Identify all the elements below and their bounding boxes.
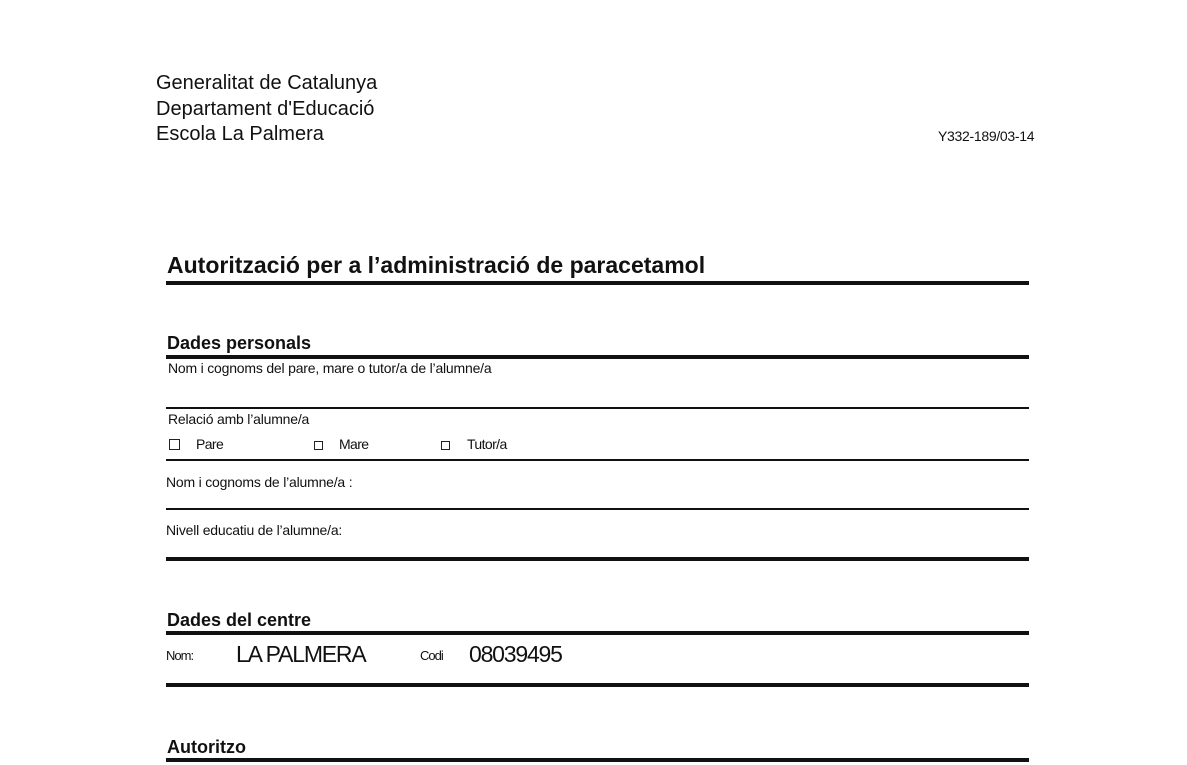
centre-code-value: 08039495	[469, 641, 562, 667]
parent-name-field[interactable]	[166, 378, 1029, 406]
personal-data-heading: Dades personals	[167, 333, 312, 353]
centre-data-end-rule	[166, 683, 1029, 687]
header-organization: Generalitat de Catalunya	[156, 72, 378, 94]
document-code: Y332-189/03-14	[938, 128, 1035, 144]
tutor-label: Tutor/a	[467, 436, 507, 452]
centre-data-rule	[166, 631, 1029, 635]
education-level-label: Nivell educatiu de l’alumne/a:	[166, 522, 343, 538]
mare-checkbox[interactable]	[314, 441, 323, 450]
pare-checkbox[interactable]	[169, 439, 180, 450]
authorize-heading: Autoritzo	[167, 737, 246, 757]
student-name-field[interactable]	[380, 470, 1029, 506]
education-level-field[interactable]	[372, 516, 1029, 556]
centre-code-label: Codi	[420, 648, 443, 663]
relation-option-mare[interactable]	[314, 436, 369, 452]
centre-data-heading: Dades del centre	[167, 610, 312, 630]
centre-name-label: Nom:	[166, 648, 194, 663]
personal-data-end-rule	[166, 557, 1029, 561]
form-title: Autorització per a l’administració de paracetamol	[167, 252, 706, 278]
header-department: Departament d'Educació	[156, 98, 375, 120]
relation-option-pare[interactable]	[169, 436, 223, 452]
personal-data-rule	[166, 355, 1029, 359]
header-school: Escola La Palmera	[156, 123, 324, 145]
student-name-rule	[166, 508, 1029, 510]
centre-name-value: LA PALMERA	[236, 641, 366, 667]
relation-rule	[166, 459, 1029, 461]
pare-label: Pare	[196, 436, 224, 452]
authorize-rule	[166, 758, 1029, 762]
title-underline	[166, 281, 1029, 285]
relation-option-tutor[interactable]	[441, 436, 507, 452]
parent-name-label: Nom i cognoms del pare, mare o tutor/a de l’alumne/a	[168, 360, 492, 376]
parent-name-rule	[166, 407, 1029, 409]
relation-label: Relació amb l’alumne/a	[168, 411, 310, 427]
student-name-label: Nom i cognoms de l’alumne/a :	[166, 474, 353, 490]
tutor-checkbox[interactable]	[441, 441, 450, 450]
mare-label: Mare	[339, 436, 369, 452]
